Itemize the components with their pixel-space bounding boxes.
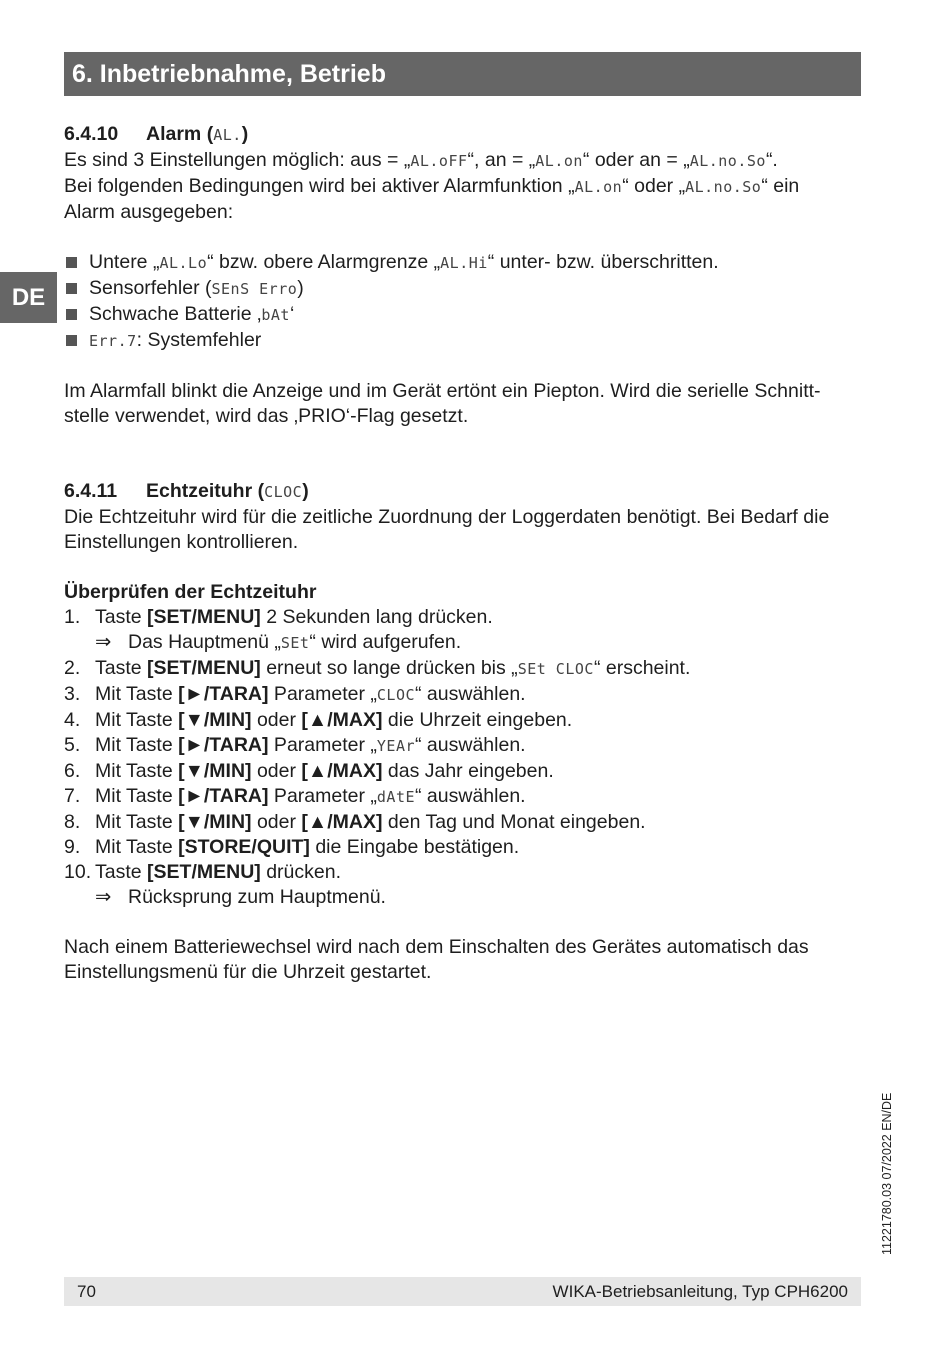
text: Taste bbox=[95, 657, 148, 679]
lcd-code: Err.7 bbox=[89, 332, 137, 350]
section-number: 6.4.10 bbox=[64, 123, 119, 145]
footer-doc-title: WIKA-Betriebsanleitung, Typ CPH6200 bbox=[552, 1281, 848, 1301]
key-label: [▼/MIN] bbox=[178, 709, 252, 731]
step-item bbox=[64, 733, 864, 759]
lcd-code: AL. bbox=[213, 126, 242, 144]
text: die Uhrzeit eingeben. bbox=[382, 709, 573, 731]
procedure-steps bbox=[64, 605, 864, 910]
text: “ bzw. obere Alarmgrenze „ bbox=[207, 251, 441, 273]
square-bullet-icon bbox=[66, 309, 77, 320]
key-label: [▼/MIN] bbox=[178, 811, 252, 833]
list-item bbox=[64, 302, 864, 328]
key-label: [SET/MENU] bbox=[147, 657, 261, 679]
text: “ unter- bzw. überschritten. bbox=[487, 251, 719, 273]
text: “. bbox=[765, 149, 778, 171]
text: Mit Taste bbox=[95, 785, 179, 807]
step-item bbox=[64, 708, 864, 733]
text: Taste bbox=[95, 861, 148, 883]
text: Mit Taste bbox=[95, 734, 179, 756]
clock-paragraph-end: Einstellungen kontrollieren. bbox=[64, 531, 299, 553]
step-item bbox=[64, 656, 864, 682]
alarm-paragraph-behavior: Im Alarmfall blinkt die Anzeige und im Gerät ertönt ein Piepton. Wird die serielle Schnitt- bbox=[64, 380, 821, 402]
section-number: 6.4.11 bbox=[64, 480, 118, 502]
list-item bbox=[64, 276, 864, 302]
spacer bbox=[64, 555, 864, 580]
step-number: 4. bbox=[64, 709, 81, 731]
key-label: [▲/MAX] bbox=[301, 811, 383, 833]
text: ‘ bbox=[289, 303, 295, 325]
section-title: Echtzeituhr ( bbox=[146, 480, 265, 502]
lcd-code: AL.on bbox=[574, 178, 623, 196]
lcd-code: AL.oFF bbox=[410, 152, 468, 170]
step-item bbox=[64, 860, 864, 885]
alarm-paragraph-behavior-end: stelle verwendet, wird das ‚PRIO‘-Flag gesetzt. bbox=[64, 405, 469, 427]
text: das Jahr eingeben. bbox=[382, 760, 554, 782]
section-title: Alarm ( bbox=[146, 123, 214, 145]
list-item bbox=[64, 250, 864, 276]
lcd-code: AL.Lo bbox=[159, 254, 208, 272]
key-label: [SET/MENU] bbox=[147, 606, 261, 628]
text: Parameter „ bbox=[268, 683, 377, 705]
chapter-title: 6. Inbetriebnahme, Betrieb bbox=[72, 60, 386, 88]
text: “ ein bbox=[761, 175, 800, 197]
step-number: 9. bbox=[64, 836, 81, 858]
lcd-code: YEAr bbox=[376, 737, 416, 755]
lcd-code: SEnS Erro bbox=[211, 280, 298, 298]
key-label: [►/TARA] bbox=[178, 785, 269, 807]
section-heading-clock bbox=[64, 479, 864, 505]
step-item bbox=[64, 835, 864, 860]
spacer bbox=[64, 225, 864, 250]
text: Mit Taste bbox=[95, 760, 179, 782]
sub-heading-check-clock: Überprüfen der Echtzeituhr bbox=[64, 581, 317, 603]
battery-change-note: Nach einem Batteriewechsel wird nach dem Einschalten des Gerätes automatisch das bbox=[64, 936, 809, 958]
step-number: 6. bbox=[64, 760, 81, 782]
text: Parameter „ bbox=[268, 734, 377, 756]
chapter-header bbox=[64, 52, 861, 96]
lcd-code: dAtE bbox=[376, 788, 416, 806]
step-item bbox=[64, 784, 864, 810]
text: “ auswählen. bbox=[415, 734, 526, 756]
text: Untere „ bbox=[89, 251, 160, 273]
section-heading-alarm bbox=[64, 122, 864, 148]
step-number: 1. bbox=[64, 606, 81, 628]
text: “, an = „ bbox=[467, 149, 536, 171]
text: oder bbox=[251, 709, 302, 731]
spacer bbox=[64, 354, 864, 379]
square-bullet-icon bbox=[66, 283, 77, 294]
key-label: [▼/MIN] bbox=[178, 760, 252, 782]
text: Sensorfehler ( bbox=[89, 277, 212, 299]
alarm-conditions-list bbox=[64, 250, 864, 354]
step-number: 2. bbox=[64, 657, 81, 679]
text: “ auswählen. bbox=[415, 683, 526, 705]
text: Das Hauptmenü „ bbox=[128, 631, 281, 653]
step-item bbox=[64, 759, 864, 784]
lcd-code: CLOC bbox=[264, 483, 303, 501]
list-item bbox=[64, 328, 864, 354]
key-label: [SET/MENU] bbox=[147, 861, 261, 883]
step-result bbox=[64, 630, 864, 656]
page-content bbox=[64, 122, 864, 985]
key-label: [►/TARA] bbox=[178, 734, 269, 756]
square-bullet-icon bbox=[66, 335, 77, 346]
text: Mit Taste bbox=[95, 683, 179, 705]
text: Bei folgenden Bedingungen wird bei aktiver Alarmfunktion „ bbox=[64, 175, 575, 197]
text: oder bbox=[251, 811, 302, 833]
step-number: 5. bbox=[64, 734, 81, 756]
text: Mit Taste bbox=[95, 709, 179, 731]
text: “ auswählen. bbox=[415, 785, 526, 807]
text: “ wird aufgerufen. bbox=[309, 631, 462, 653]
text: : Systemfehler bbox=[136, 329, 262, 351]
key-label: [▲/MAX] bbox=[301, 709, 383, 731]
page-number: 70 bbox=[77, 1281, 96, 1301]
alarm-paragraph-settings bbox=[64, 148, 864, 174]
text: ) bbox=[297, 277, 304, 299]
text: Taste bbox=[95, 606, 148, 628]
step-item bbox=[64, 810, 864, 835]
text: drücken. bbox=[260, 861, 341, 883]
result-arrow-icon: ⇒ bbox=[95, 631, 112, 653]
step-result bbox=[64, 885, 864, 910]
lcd-code: CLOC bbox=[376, 686, 416, 704]
step-item bbox=[64, 605, 864, 630]
lcd-code: AL.on bbox=[535, 152, 583, 170]
clock-paragraph: Die Echtzeituhr wird für die zeitliche Zuordnung der Loggerdaten benötigt. Bei Bedarf die bbox=[64, 506, 830, 528]
step-number: 3. bbox=[64, 683, 81, 705]
alarm-paragraph-conditions-end: Alarm ausgegeben: bbox=[64, 201, 234, 223]
text: “ erscheint. bbox=[593, 657, 691, 679]
lcd-code: bAt bbox=[261, 306, 290, 324]
key-label: [STORE/QUIT] bbox=[178, 836, 310, 858]
alarm-paragraph-conditions bbox=[64, 174, 864, 200]
text: oder bbox=[251, 760, 302, 782]
text: Mit Taste bbox=[95, 836, 179, 858]
text: den Tag und Monat eingeben. bbox=[382, 811, 646, 833]
text: Parameter „ bbox=[268, 785, 377, 807]
step-number: 8. bbox=[64, 811, 81, 833]
section-title-end: ) bbox=[302, 480, 309, 502]
text: die Eingabe bestätigen. bbox=[309, 836, 520, 858]
text: Es sind 3 Einstellungen möglich: aus = „ bbox=[64, 149, 411, 171]
lcd-code: SEt bbox=[280, 634, 310, 652]
language-tab: DE bbox=[0, 272, 57, 323]
step-item bbox=[64, 682, 864, 708]
text: 2 Sekunden lang drücken. bbox=[260, 606, 493, 628]
battery-change-note-end: Einstellungsmenü für die Uhrzeit gestartet. bbox=[64, 961, 432, 983]
lcd-code: SEt CLOC bbox=[517, 660, 594, 678]
section-title-end: ) bbox=[241, 123, 249, 145]
key-label: [▲/MAX] bbox=[301, 760, 383, 782]
lcd-code: AL.no.So bbox=[689, 152, 766, 170]
text: Schwache Batterie ‚ bbox=[89, 303, 262, 325]
text: “ oder „ bbox=[622, 175, 686, 197]
spacer bbox=[64, 429, 864, 479]
key-label: [►/TARA] bbox=[178, 683, 269, 705]
text: “ oder an = „ bbox=[582, 149, 690, 171]
lcd-code: AL.no.So bbox=[685, 178, 762, 196]
spacer bbox=[64, 910, 864, 935]
square-bullet-icon bbox=[66, 257, 77, 268]
text: Rücksprung zum Hauptmenü. bbox=[128, 886, 386, 908]
document-code: 11221780.03 07/2022 EN/DE bbox=[880, 1092, 894, 1255]
text: erneut so lange drücken bis „ bbox=[260, 657, 518, 679]
lcd-code: AL.Hi bbox=[440, 254, 488, 272]
step-number: 7. bbox=[64, 785, 81, 807]
result-arrow-icon: ⇒ bbox=[95, 886, 112, 908]
text: Mit Taste bbox=[95, 811, 179, 833]
step-number: 10. bbox=[64, 861, 92, 883]
page-footer bbox=[64, 1277, 861, 1306]
